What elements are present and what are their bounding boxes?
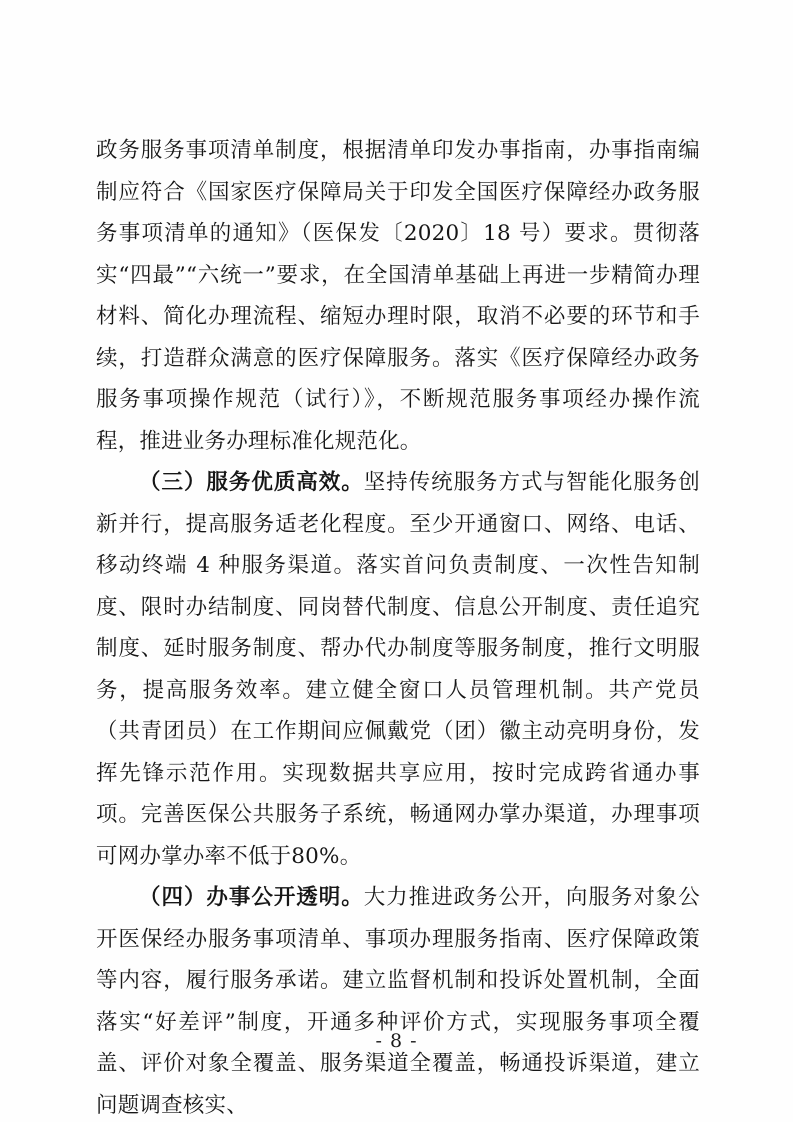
document-body — [96, 130, 700, 1126]
paragraph-transparency — [96, 877, 700, 1126]
section-heading-four: （四）办事公开透明。 — [139, 885, 364, 910]
paragraph-text: 大力推进政务公开，向服务对象公开医保经办服务事项清单、事项办理服务指南、医疗保障政策等内容，履行服务承诺。建立监督机制和投诉处置机制，全面落实“好差评”制度，开通多种评价方式，实现服务事项全覆盖、评价对象全覆盖、服务渠道全覆盖，畅通投诉渠道，建立问题调查核实、 — [96, 885, 700, 1118]
paragraph-service-quality — [96, 462, 700, 877]
page-number: - 8 - — [375, 1030, 418, 1052]
paragraph-continued — [96, 130, 700, 462]
paragraph-text: 坚持传统服务方式与智能化服务创新并行，提高服务适老化程度。至少开通窗口、网络、电话、移动终端 4 种服务渠道。落实首问负责制度、一次性告知制度、限时办结制度、同岗替代制度、信息公开制度、责任追究制度、延时服务制度、帮办代办制度等服务制度，推行文明服务，提高服务效率。建立健全窗口人员管理机制。共产党员（共青团员）在工作期间应佩戴党（团）徽主动亮明身份，发挥先锋示范作用。实现数据共享应用，按时完成跨省通办事项。完善医保公共服务子系统，畅通网办掌办渠道，办理事项可网办掌办率不低于80%。 — [96, 470, 700, 869]
paragraph-text: 政务服务事项清单制度，根据清单印发办事指南，办事指南编制应符合《国家医疗保障局关于印发全国医疗保障经办政务服务事项清单的通知》（医保发〔2020〕18 号）要求。贯彻落实“四最”“六统一”要求，在全国清单基础上再进一步精简办理材料、简化办理流程、缩短办理时限，取消不必要的环节和手续，打造群众满意的医疗保障服务。落实《医疗保障经办政务服务事项操作规范（试行）》，不断规范服务事项经办操作流程，推进业务办理标准化规范化。 — [96, 138, 700, 454]
page-footer — [0, 1030, 793, 1052]
section-heading-three: （三）服务优质高效。 — [139, 470, 364, 495]
